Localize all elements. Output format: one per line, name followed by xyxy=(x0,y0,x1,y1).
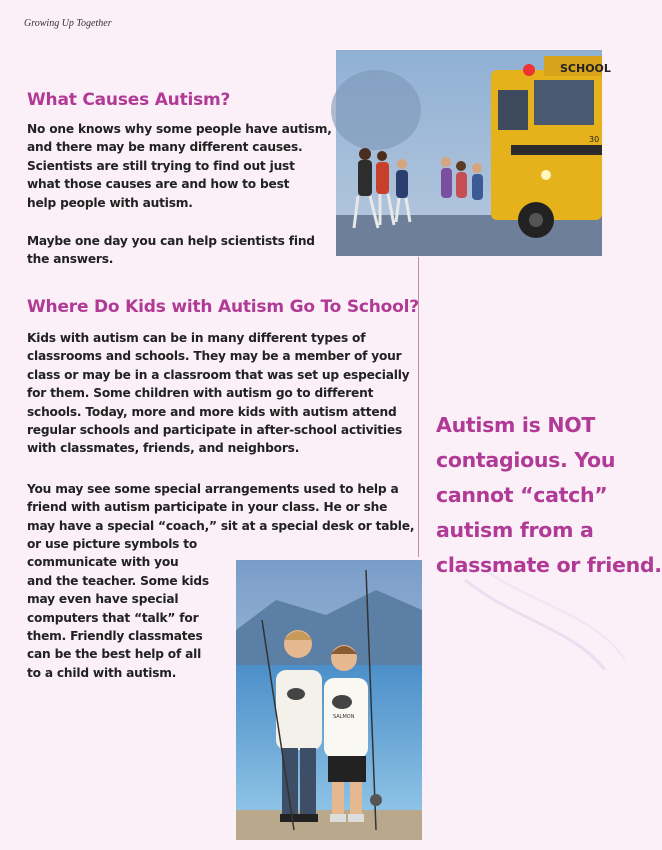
text-line: help people with autism. xyxy=(27,195,193,210)
text-line: regular schools and participate in after-school activities xyxy=(27,423,403,438)
text-line: Autism is NOT xyxy=(436,413,596,437)
text-line: may have a special “coach,” sit at a special desk or table, xyxy=(27,518,415,533)
text-line: classrooms and schools. They may be a member of your xyxy=(27,349,402,364)
text-line: and there may be many different causes. xyxy=(27,140,303,155)
fishing-boys-photo xyxy=(236,560,422,840)
text-line: contagious. You xyxy=(436,448,616,472)
text-line: may even have special xyxy=(27,592,179,607)
paragraph-causes xyxy=(27,120,332,212)
text-line: can be the best help of all xyxy=(27,647,202,662)
running-header: Growing Up Together xyxy=(24,18,112,29)
text-line: cannot “catch” xyxy=(436,483,608,507)
text-line: Kids with autism can be in many different types of xyxy=(27,331,366,345)
text-line: communicate with you xyxy=(27,555,179,570)
bus-number: 30 xyxy=(589,135,600,144)
bus-sign: SCHOOL xyxy=(560,62,611,75)
text-line: autism from a xyxy=(436,518,594,542)
text-line: classmate or friend. xyxy=(436,553,662,577)
text-line: what those causes are and how to best xyxy=(27,177,290,192)
callout-autism-not-contagious xyxy=(436,408,662,583)
paragraph-classrooms xyxy=(27,329,409,458)
text-line: with classmates, friends, and neighbors. xyxy=(27,441,300,456)
shirt-print: SALMON xyxy=(333,714,355,720)
text-line: schools. Today, more and more kids with autism attend xyxy=(27,404,397,419)
text-line: computers that “talk” for xyxy=(27,610,199,625)
text-line: for them. Some children with autism go to different xyxy=(27,386,374,401)
paragraph-special-arrangements-a xyxy=(27,480,414,535)
school-bus-photo xyxy=(336,50,611,256)
heading-where-do-kids-go-to-school: Where Do Kids with Autism Go To School? xyxy=(27,297,419,317)
text-line: to a child with autism. xyxy=(27,665,177,680)
text-line: friend with autism participate in your class. He or she xyxy=(27,500,388,515)
text-line: the answers. xyxy=(27,252,114,267)
text-line: No one knows why some people have autism, xyxy=(27,122,332,136)
paragraph-special-arrangements-b xyxy=(27,535,209,682)
text-line: class or may be in a classroom that was set up especially xyxy=(27,367,410,382)
text-line: them. Friendly classmates xyxy=(27,629,203,644)
text-line: Maybe one day you can help scientists find xyxy=(27,234,315,248)
text-line: and the teacher. Some kids xyxy=(27,573,209,588)
paragraph-scientists xyxy=(27,232,315,269)
heading-what-causes-autism: What Causes Autism? xyxy=(27,90,231,110)
text-line: Scientists are still trying to find out just xyxy=(27,158,295,173)
text-line: You may see some special arrangements used to help a xyxy=(27,482,399,496)
text-line: or use picture symbols to xyxy=(27,537,198,551)
